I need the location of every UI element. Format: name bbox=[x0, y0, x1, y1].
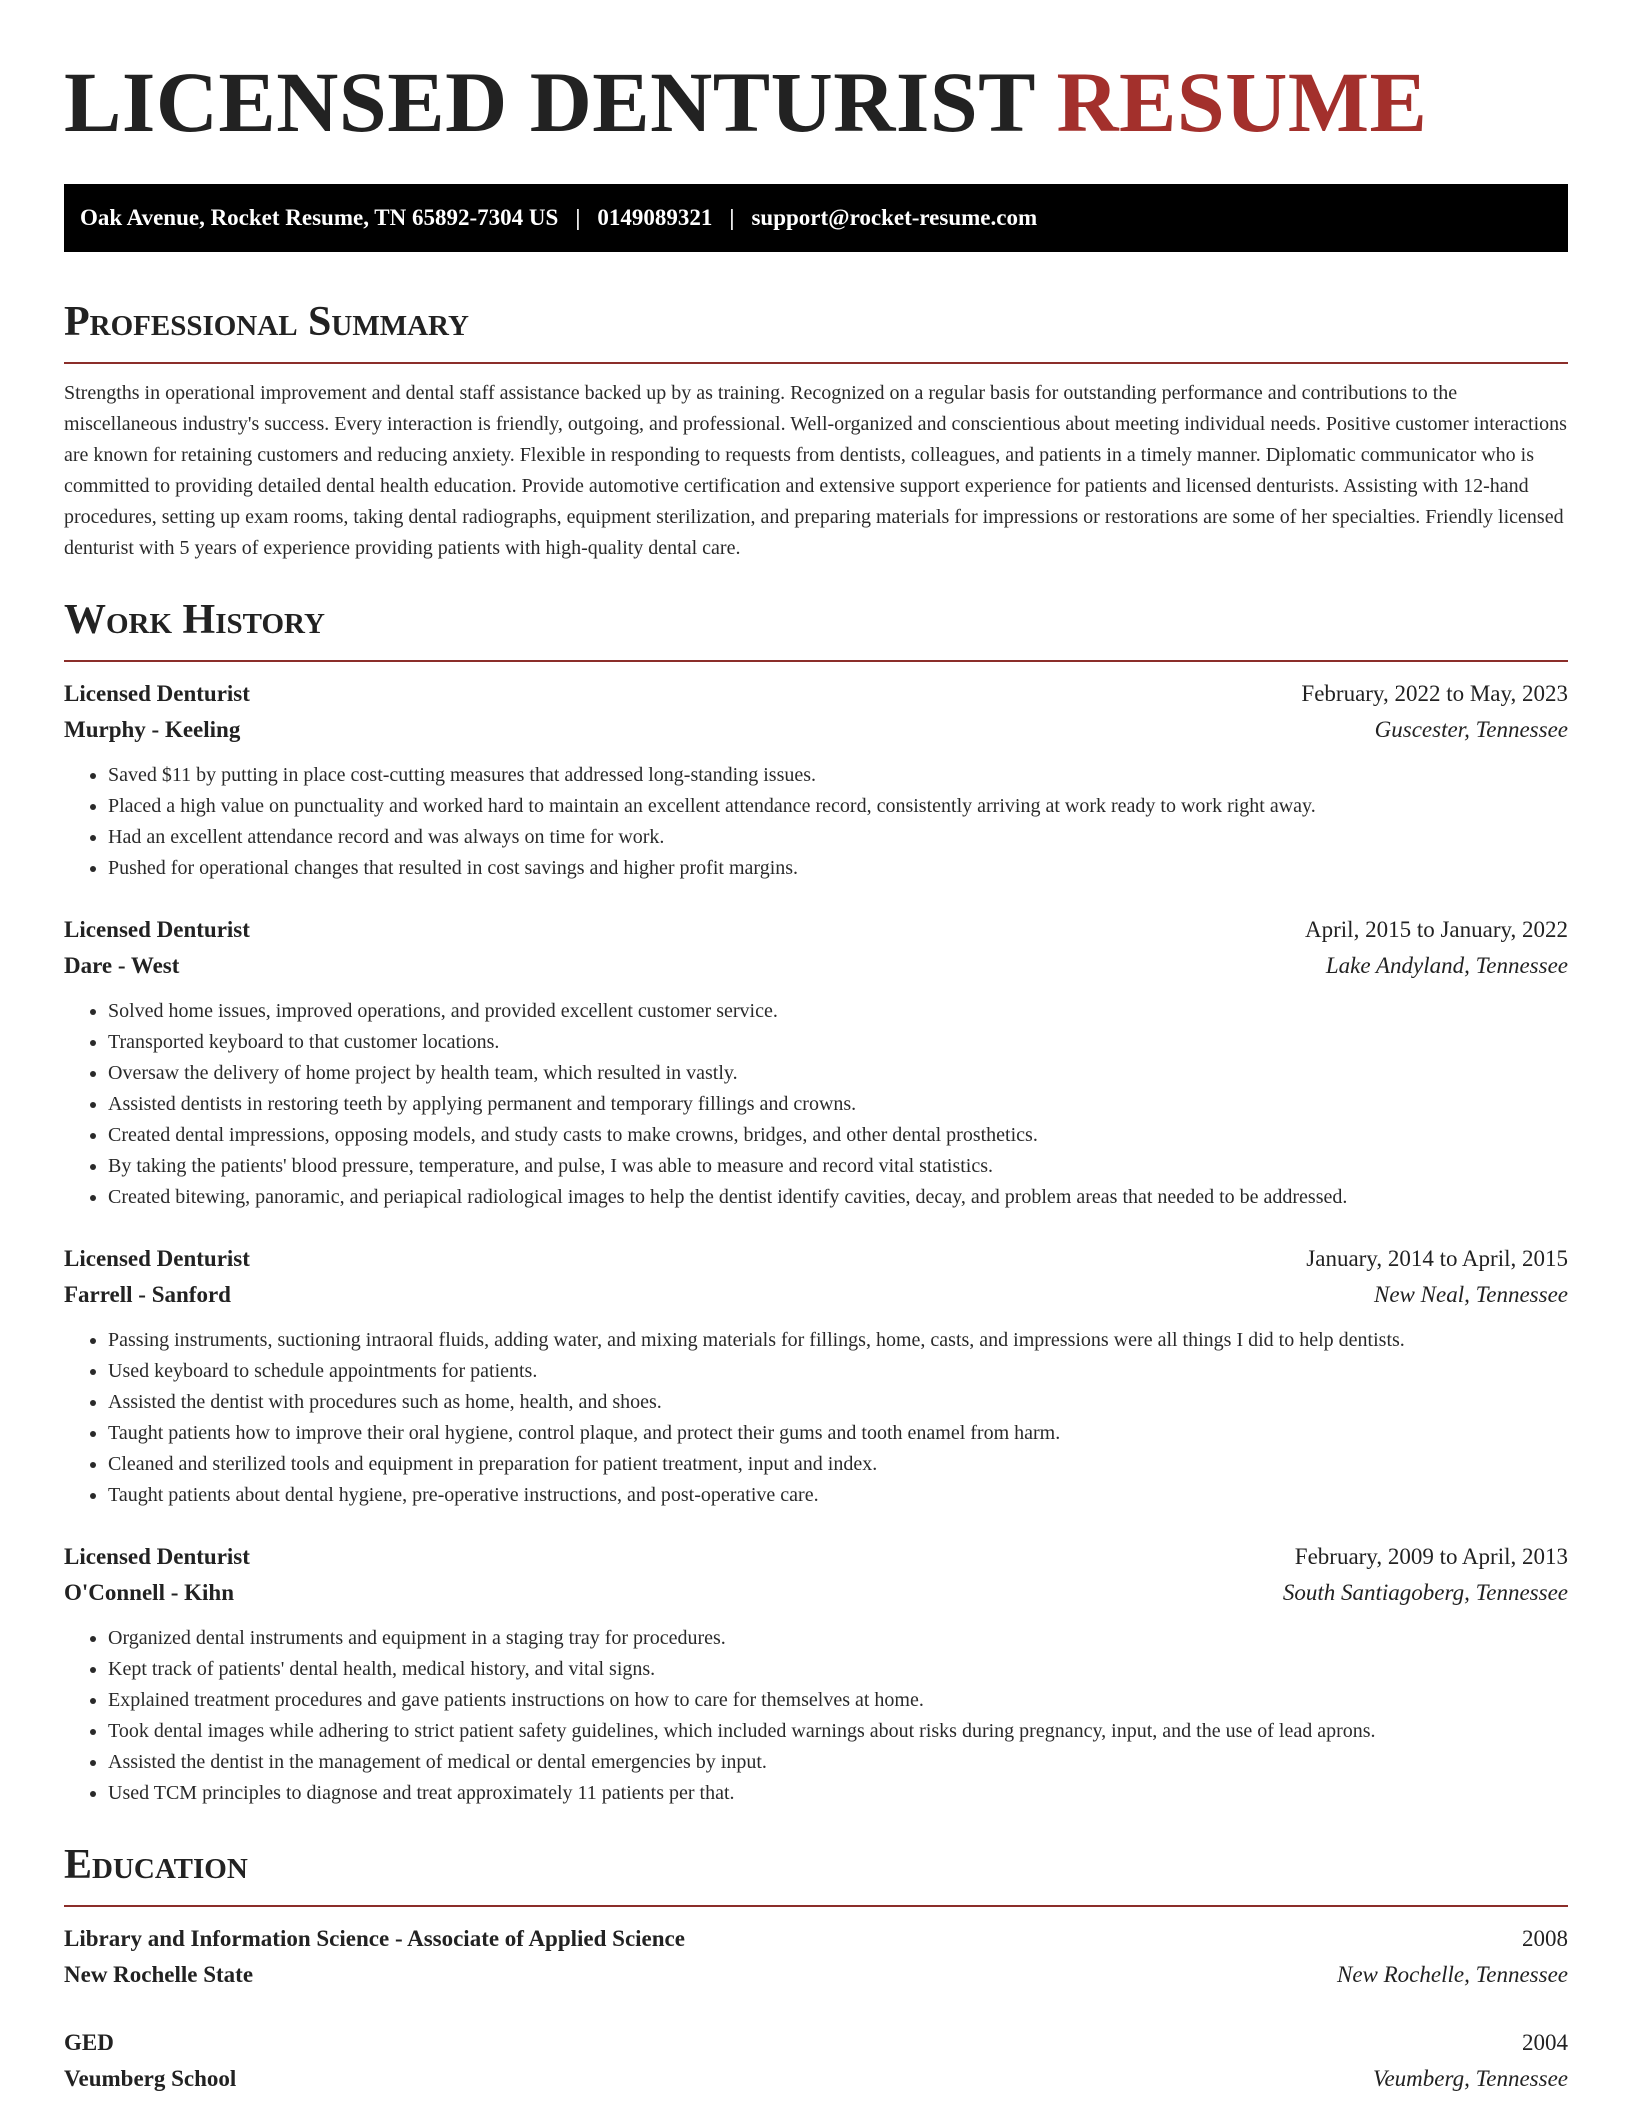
education-section bbox=[64, 1839, 1568, 2097]
job-location: Lake Andyland, Tennessee bbox=[1325, 953, 1568, 978]
job-company: Murphy - Keeling bbox=[64, 717, 241, 742]
job-bullet: • Assisted the dentist in the management of medical or dental emergencies by input. bbox=[108, 1747, 1568, 1778]
summary-section bbox=[64, 296, 1568, 564]
job-bullet: • Assisted dentists in restoring teeth by applying permanent and temporary fillings and crowns. bbox=[108, 1089, 1568, 1120]
job-bullet: • Passing instruments, suctioning intraoral fluids, adding water, and mixing materials for fillings, home, casts, and impressions were all things I did to help dentists. bbox=[108, 1325, 1568, 1356]
education-school: New Rochelle State bbox=[64, 1962, 254, 1987]
section-divider bbox=[64, 660, 1568, 662]
job-bullets bbox=[64, 1623, 1568, 1809]
job-company-row bbox=[64, 1277, 1568, 1313]
job-location: South Santiagoberg, Tennessee bbox=[1282, 1580, 1568, 1605]
job-company: Farrell - Sanford bbox=[64, 1282, 231, 1307]
job-bullets bbox=[64, 1325, 1568, 1511]
job-title: Licensed Denturist bbox=[64, 681, 250, 706]
contact-bar bbox=[64, 184, 1568, 252]
job-dates: April, 2015 to January, 2022 bbox=[1305, 917, 1568, 942]
job-entry bbox=[64, 1241, 1568, 1511]
job-bullet: • Solved home issues, improved operations, and provided excellent customer service. bbox=[108, 996, 1568, 1027]
section-divider bbox=[64, 362, 1568, 364]
job-title: Licensed Denturist bbox=[64, 1544, 250, 1569]
job-location: New Neal, Tennessee bbox=[1374, 1282, 1568, 1307]
job-bullet: • Organized dental instruments and equipment in a staging tray for procedures. bbox=[108, 1623, 1568, 1654]
job-bullet: • Took dental images while adhering to strict patient safety guidelines, which included warnings about risks during pregnancy, input, and the use of lead aprons. bbox=[108, 1716, 1568, 1747]
education-entry bbox=[64, 2025, 1568, 2097]
education-degree-row bbox=[64, 2025, 1568, 2061]
job-bullet: • Used TCM principles to diagnose and treat approximately 11 patients per that. bbox=[108, 1778, 1568, 1809]
job-bullet: • Oversaw the delivery of home project by health team, which resulted in vastly. bbox=[108, 1058, 1568, 1089]
job-bullet: • Saved $11 by putting in place cost-cutting measures that addressed long-standing issues. bbox=[108, 760, 1568, 791]
job-bullet: • Kept track of patients' dental health, medical history, and vital signs. bbox=[108, 1654, 1568, 1685]
job-bullet: • Created dental impressions, opposing models, and study casts to make crowns, bridges, and other dental prosthetics. bbox=[108, 1120, 1568, 1151]
education-location: New Rochelle, Tennessee bbox=[1336, 1962, 1568, 1987]
job-bullet: • Created bitewing, panoramic, and periapical radiological images to help the dentist identify cavities, decay, and problem areas that needed to be addressed. bbox=[108, 1182, 1568, 1213]
job-title-row bbox=[64, 1539, 1568, 1575]
education-location: Veumberg, Tennessee bbox=[1372, 2066, 1568, 2091]
job-dates: February, 2022 to May, 2023 bbox=[1301, 681, 1568, 706]
education-degree-row bbox=[64, 1921, 1568, 1957]
job-bullet: • Pushed for operational changes that resulted in cost savings and higher profit margins. bbox=[108, 853, 1568, 884]
job-entry bbox=[64, 912, 1568, 1213]
job-title-row bbox=[64, 912, 1568, 948]
job-entry bbox=[64, 1539, 1568, 1809]
section-heading: Work History bbox=[64, 597, 325, 643]
job-bullet: • Used keyboard to schedule appointments for patients. bbox=[108, 1356, 1568, 1387]
job-bullet: • Taught patients how to improve their oral hygiene, control plaque, and protect their gums and tooth enamel from harm. bbox=[108, 1418, 1568, 1449]
education-school-row bbox=[64, 2061, 1568, 2097]
title-accent: RESUME bbox=[1056, 54, 1428, 150]
job-title: Licensed Denturist bbox=[64, 917, 250, 942]
contact-separator: | bbox=[729, 205, 735, 230]
work-history-section bbox=[64, 594, 1568, 1809]
section-heading: Education bbox=[64, 1842, 248, 1888]
job-entry bbox=[64, 676, 1568, 884]
education-school: Veumberg School bbox=[64, 2066, 237, 2091]
job-location: Guscester, Tennessee bbox=[1374, 717, 1568, 742]
section-divider bbox=[64, 1905, 1568, 1907]
job-title: Licensed Denturist bbox=[64, 1246, 250, 1271]
education-degree: Library and Information Science - Associate of Applied Science bbox=[64, 1926, 685, 1951]
job-bullet: • Cleaned and sterilized tools and equipment in preparation for patient treatment, input and index. bbox=[108, 1449, 1568, 1480]
job-list bbox=[64, 676, 1568, 1809]
job-company-row bbox=[64, 948, 1568, 984]
education-school-row bbox=[64, 1957, 1568, 1993]
summary-text: Strengths in operational improvement and dental staff assistance backed up by as training. Recognized on a regular basis for outstanding performance and contributions to the miscellaneous industry's success. Every interaction is friendly, outgoing, and professional. Well-organized and conscientious about meeting individual needs. Positive customer interactions are known for retaining customers and reducing anxiety. Flexible in responding to requests from dentists, colleagues, and patients in a timely manner. Diplomatic communicator who is committed to providing detailed dental health education. Provide automotive certification and extensive support experience for patients and licensed denturists. Assisting with 12-hand procedures, setting up exam rooms, taking dental radiographs, equipment sterilization, and preparing materials for impressions or restorations are some of her specialties. Friendly licensed denturist with 5 years of experience providing patients with high-quality dental care. bbox=[64, 382, 1567, 559]
title-main: LICENSED DENTURIST bbox=[64, 54, 1035, 150]
contact-separator: | bbox=[575, 205, 581, 230]
resume-title bbox=[64, 52, 1568, 152]
job-dates: January, 2014 to April, 2015 bbox=[1306, 1246, 1568, 1271]
education-degree: GED bbox=[64, 2030, 114, 2055]
job-bullet: • Taught patients about dental hygiene, pre-operative instructions, and post-operative care. bbox=[108, 1480, 1568, 1511]
job-bullets bbox=[64, 996, 1568, 1213]
education-entry bbox=[64, 1921, 1568, 1993]
job-title-row bbox=[64, 1241, 1568, 1277]
job-bullets bbox=[64, 760, 1568, 884]
job-bullet: • By taking the patients' blood pressure, temperature, and pulse, I was able to measure and record vital statistics. bbox=[108, 1151, 1568, 1182]
job-bullet: • Placed a high value on punctuality and worked hard to maintain an excellent attendance record, consistently arriving at work ready to work right away. bbox=[108, 791, 1568, 822]
job-company-row bbox=[64, 712, 1568, 748]
job-title-row bbox=[64, 676, 1568, 712]
job-bullet: • Assisted the dentist with procedures such as home, health, and shoes. bbox=[108, 1387, 1568, 1418]
job-company-row bbox=[64, 1575, 1568, 1611]
section-heading: Professional Summary bbox=[64, 299, 469, 345]
job-dates: February, 2009 to April, 2013 bbox=[1294, 1544, 1568, 1569]
education-year: 2004 bbox=[1522, 2030, 1568, 2055]
education-list bbox=[64, 1921, 1568, 2097]
contact-address: Oak Avenue, Rocket Resume, TN 65892-7304 US bbox=[80, 205, 559, 230]
contact-phone: 0149089321 bbox=[597, 205, 713, 230]
job-bullet: • Explained treatment procedures and gave patients instructions on how to care for themselves at home. bbox=[108, 1685, 1568, 1716]
education-year: 2008 bbox=[1522, 1926, 1568, 1951]
job-bullet: • Transported keyboard to that customer locations. bbox=[108, 1027, 1568, 1058]
job-bullet: • Had an excellent attendance record and was always on time for work. bbox=[108, 822, 1568, 853]
job-company: O'Connell - Kihn bbox=[64, 1580, 234, 1605]
contact-email[interactable]: support@rocket-resume.com bbox=[751, 205, 1038, 230]
job-company: Dare - West bbox=[64, 953, 180, 978]
